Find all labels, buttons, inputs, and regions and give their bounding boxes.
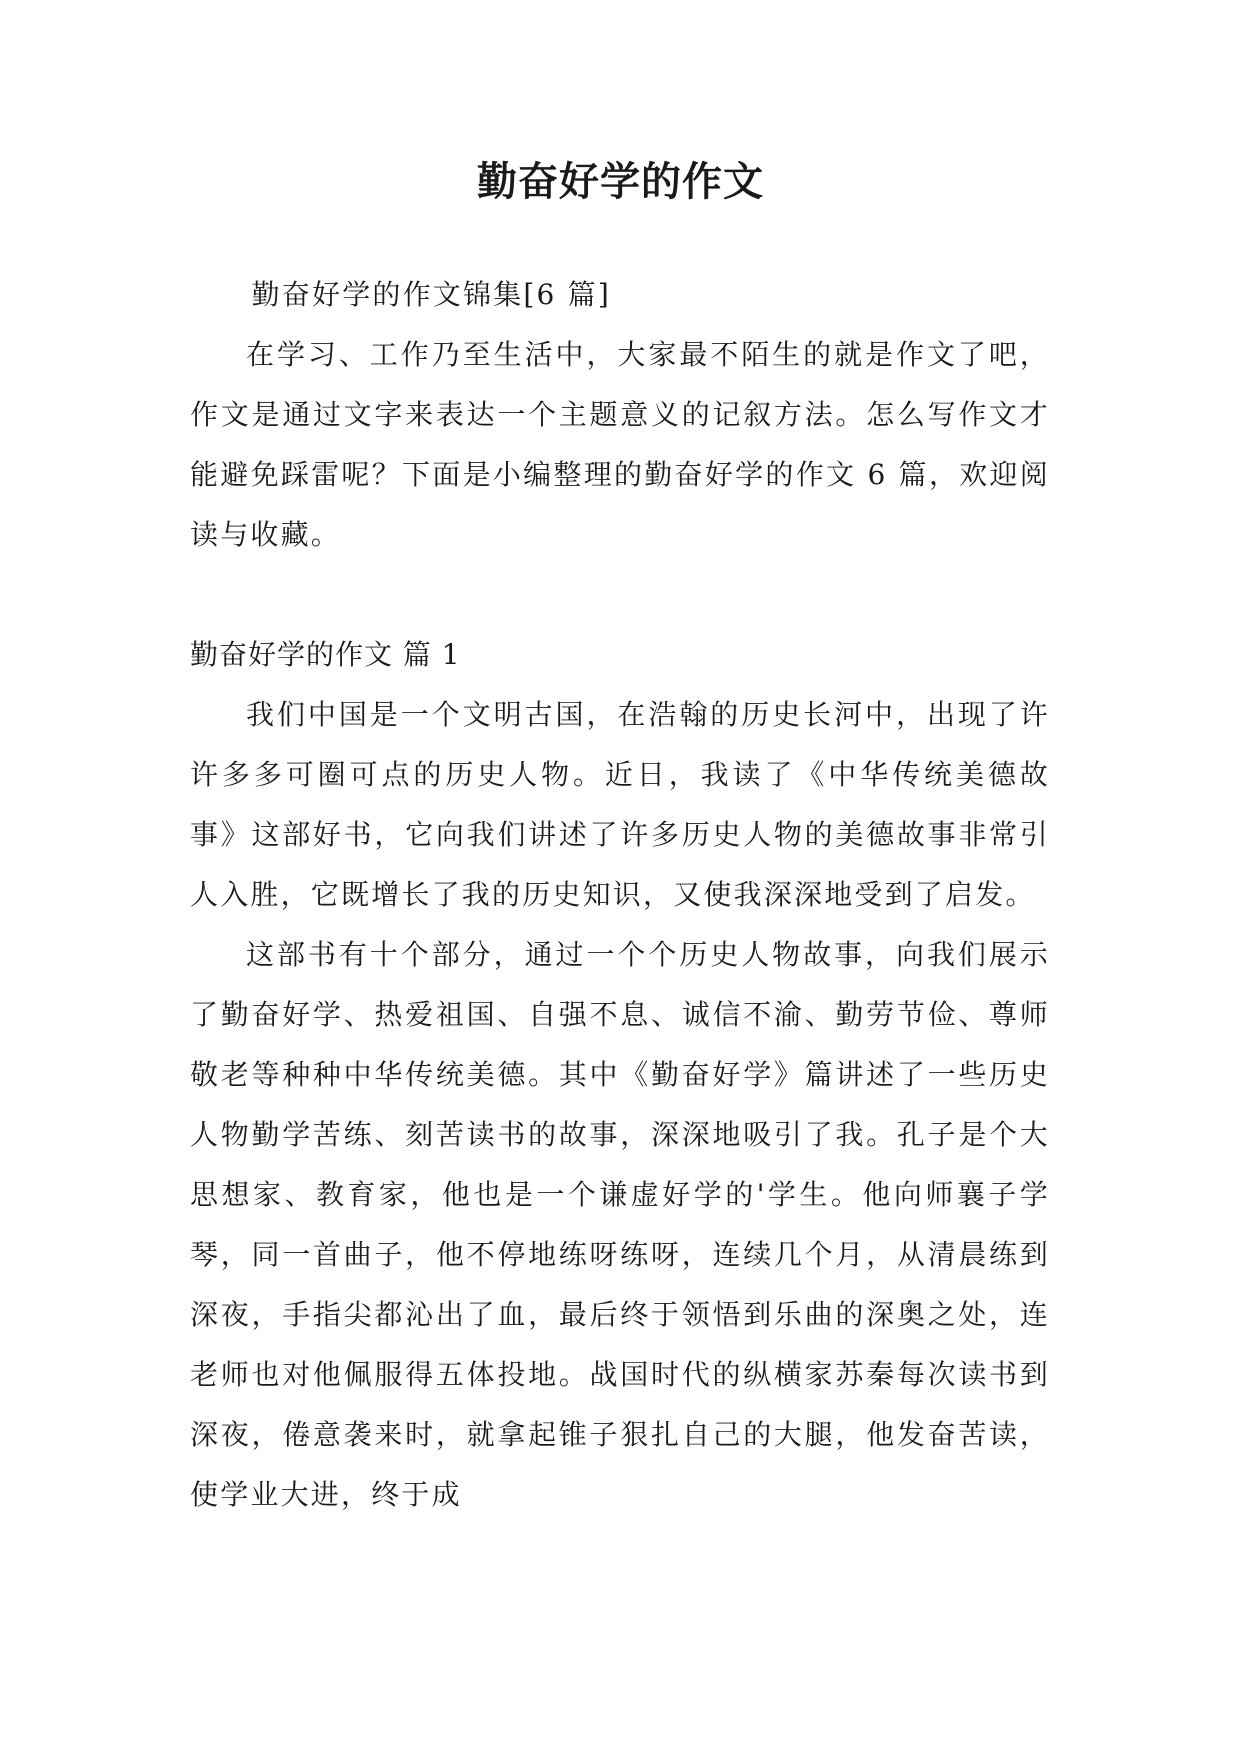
document-title: 勤奋好学的作文 xyxy=(477,158,764,205)
document-subtitle: 勤奋好学的作文锦集[6 篇] xyxy=(251,278,611,311)
section-heading: 勤奋好学的作文 篇 1 xyxy=(190,638,461,671)
intro-paragraph: 在学习、工作乃至生活中，大家最不陌生的就是作文了吧，作文是通过文字来表达一个主题意义的记叙方法。怎么写作文才能避免踩雷呢？下面是小编整理的勤奋好学的作文 6 篇，欢迎阅读与收藏。 xyxy=(190,338,1050,551)
body-paragraph-2: 这部书有十个部分，通过一个个历史人物故事，向我们展示了勤奋好学、热爱祖国、自强不息、诚信不渝、勤劳节俭、尊师敬老等种种中华传统美德。其中《勤奋好学》篇讲述了一些历史人物勤学苦练、刻苦读书的故事，深深地吸引了我。孔子是个大思想家、教育家，他也是一个谦虚好学的'学生。他向师襄子学琴，同一首曲子，他不停地练呀练呀，连续几个月，从清晨练到深夜，手指尖都沁出了血，最后终于领悟到乐曲的深奥之处，连老师也对他佩服得五体投地。战国时代的纵横家苏秦每次读书到深夜，倦意袭来时，就拿起锥子狠扎自己的大腿，他发奋苦读，使学业大进，终于成 xyxy=(190,938,1050,1511)
body-paragraph-1: 我们中国是一个文明古国，在浩翰的历史长河中，出现了许许多多可圈可点的历史人物。近日，我读了《中华传统美德故事》这部好书，它向我们讲述了许多历史人物的美德故事非常引人入胜，它既增长了我的历史知识，又使我深深地受到了启发。 xyxy=(190,698,1050,911)
document-body xyxy=(190,265,1050,1525)
